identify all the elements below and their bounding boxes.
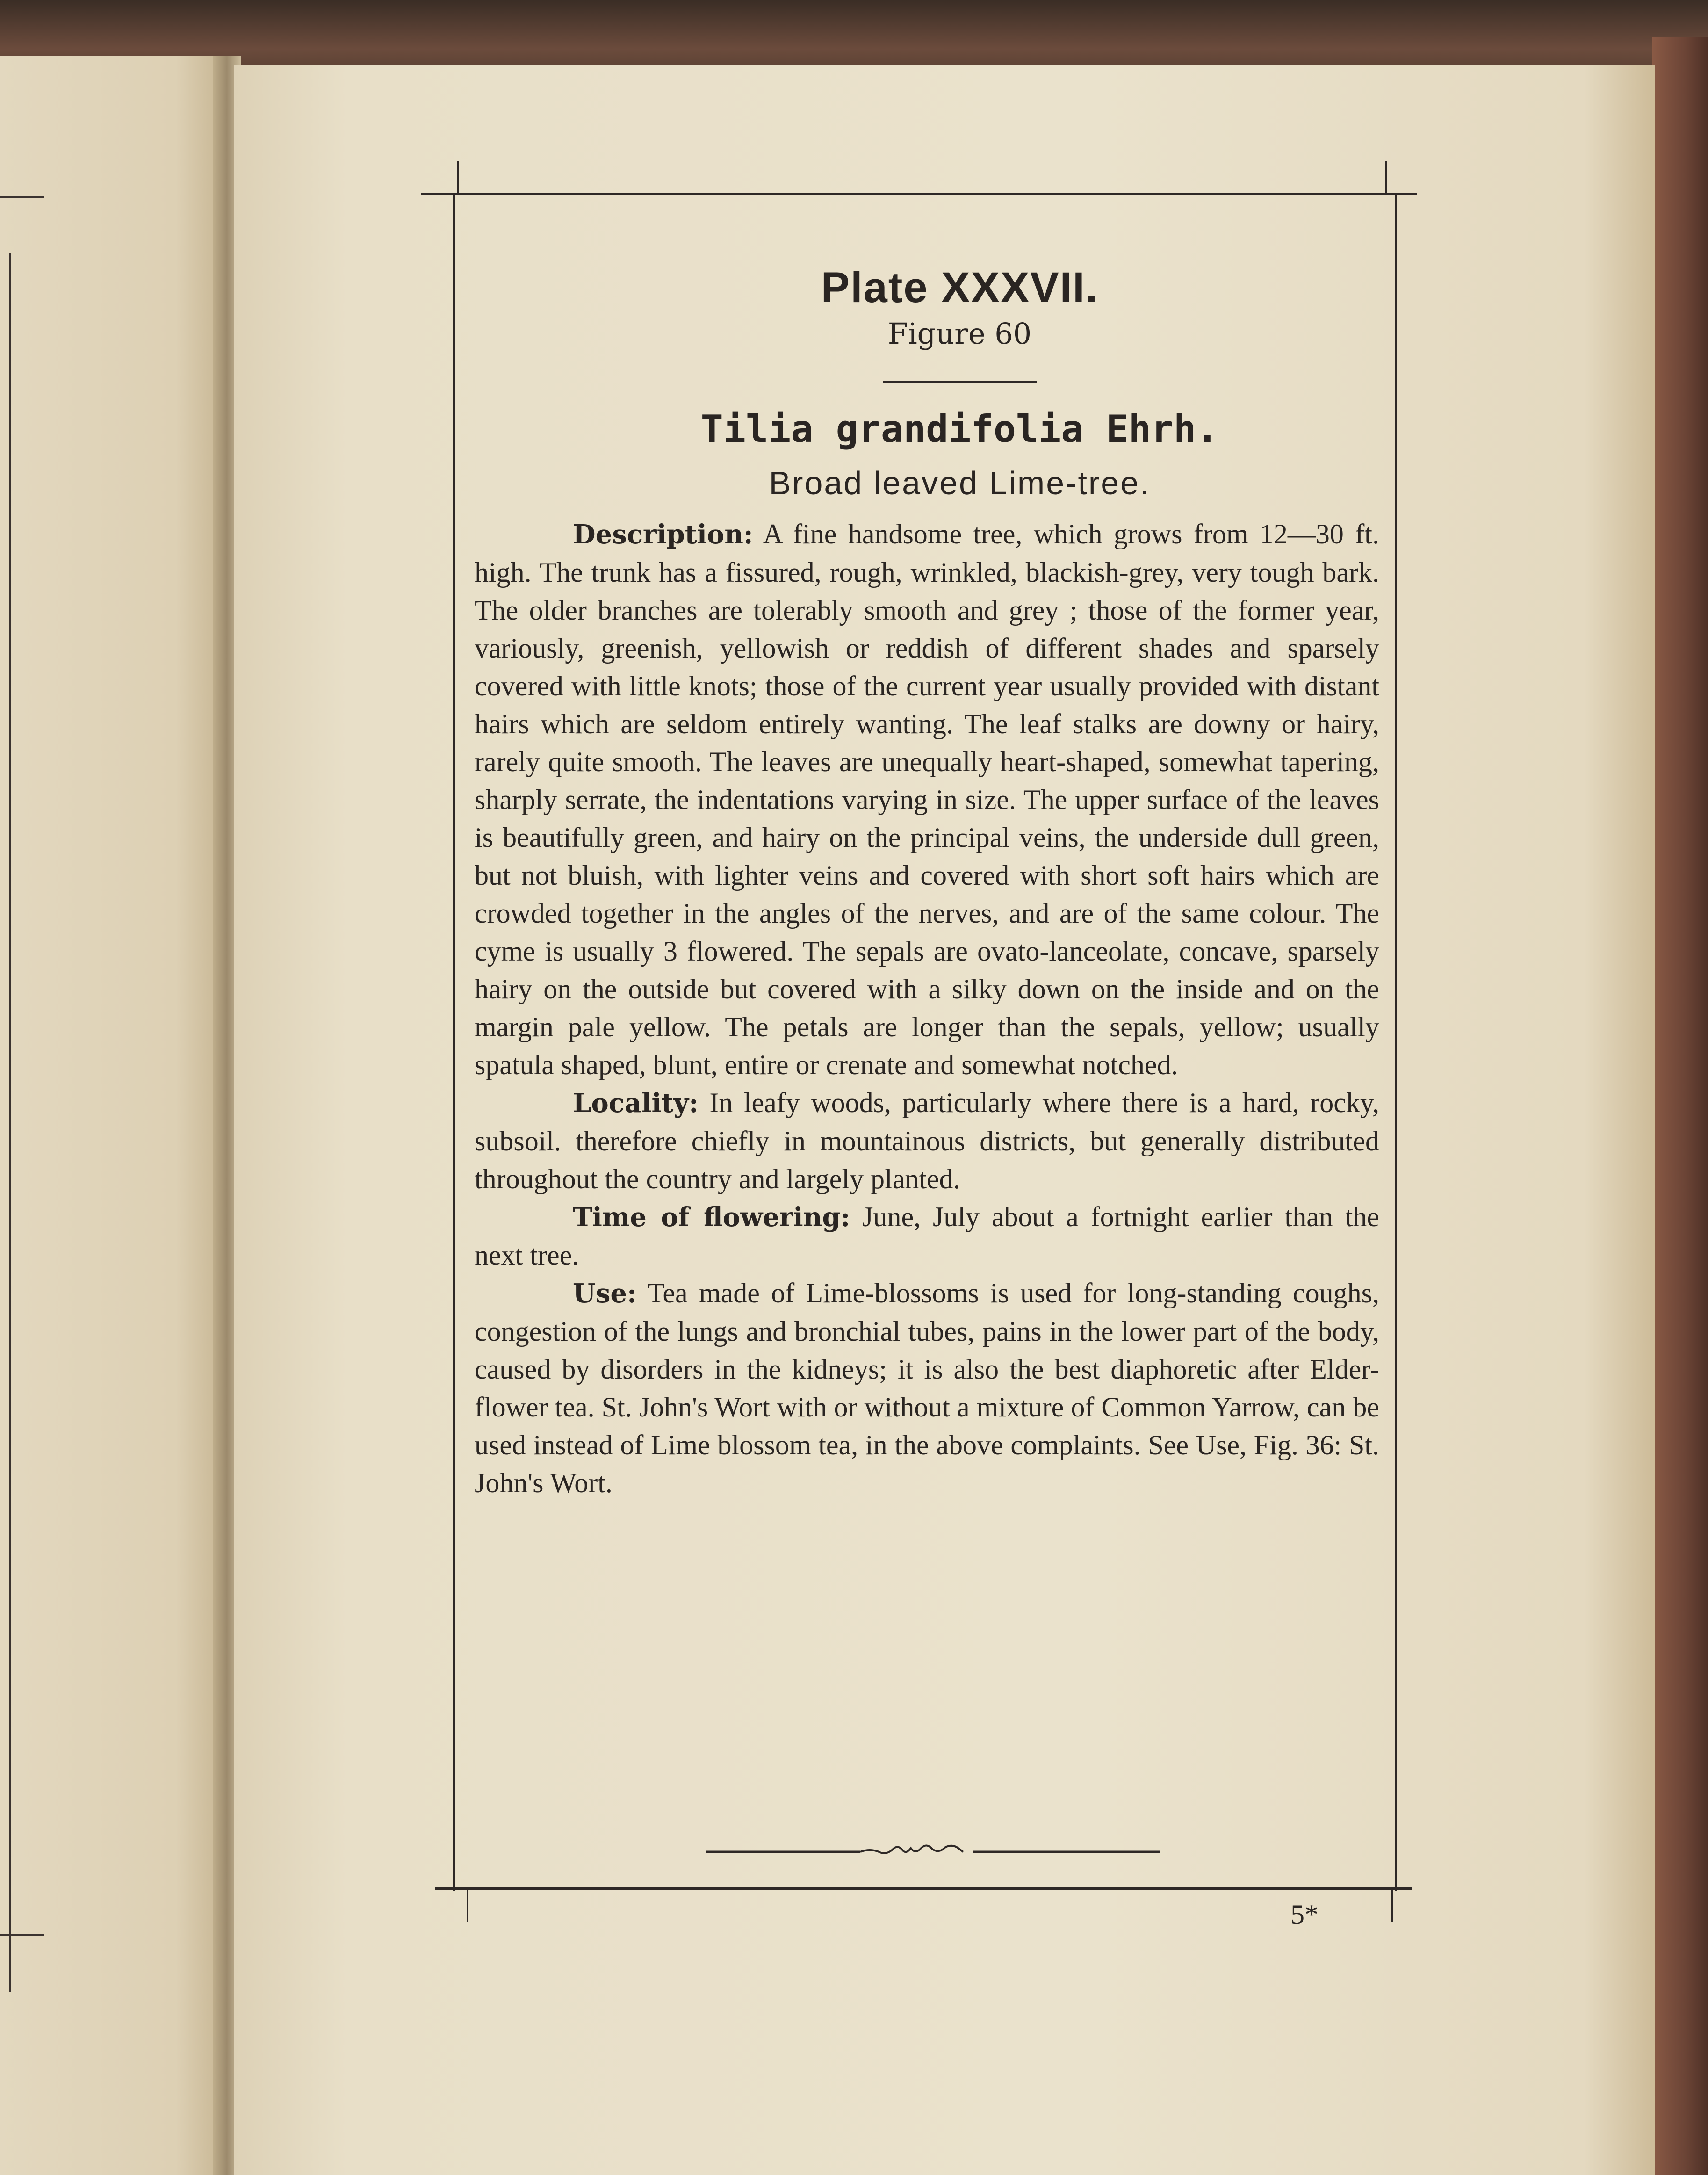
flowering-paragraph	[475, 1198, 1379, 1274]
plate-content	[475, 262, 1379, 1502]
description-text: A fine handsome tree, which grows from 12—30 ft. high. The trunk has a fissured, rough, wrinkled, blackish-grey, very tough bark. The older branches are tolerably smooth and grey ; those of the former year, variously, greenish, yellowish or reddish of different shades and sparsely covered with little knots; those of the current year usually provided with distant hairs which are seldom entirely wanting. The leaf stalks are downy or hairy, rarely quite smooth. The leaves are unequally heart-shaped, somewhat tapering, sharply serrate, the indentations varying in size. The upper surface of the leaves is beautifully green, and hairy on the principal veins, the underside dull green, but not bluish, with lighter veins and covered with short soft hairs which are crowded together in the angles of the nerves, and are of the same colour. The cyme is usually 3 flowered. The sepals are ovato-lanceolate, concave, sparsely hairy on the outside but covered with a silky down on the inside and on the margin pale yellow. The petals are longer than the sepals, yellow; usually spatula shaped, blunt, entire or crenate and somewhat notched.	[475, 519, 1379, 1080]
latin-name: Tilia grandifolia Ehrh.	[700, 407, 1219, 451]
flowering-text: June, July about a fortnight earlier than the next tree.	[475, 1201, 1380, 1271]
left-frame-tick	[0, 196, 44, 198]
description-label: Description:	[573, 519, 753, 550]
figure-label: Figure 60	[887, 317, 1032, 351]
description-paragraph	[475, 515, 1379, 1084]
frame-corner-tick	[1391, 1889, 1393, 1922]
common-name: Broad leaved Lime-tree.	[769, 465, 1151, 501]
plate-title: Plate XXXVII.	[821, 264, 1099, 311]
use-paragraph	[475, 1274, 1379, 1502]
book-cover-edge	[1652, 37, 1708, 2175]
plate-body	[475, 515, 1379, 1502]
flowering-label: Time of flowering:	[573, 1202, 850, 1233]
frame-corner-tick	[467, 1889, 468, 1922]
left-page	[0, 56, 220, 2175]
locality-label: Locality:	[573, 1088, 699, 1119]
frame-bottom-rule	[435, 1887, 1412, 1890]
page-number: 5*	[1290, 1899, 1319, 1930]
frame-corner-tick	[457, 161, 459, 194]
ornament-divider	[706, 1838, 1160, 1866]
locality-text: In leafy woods, particularly where there is a hard, rocky, subsoil. therefore chiefly in mountainous districts, but generally distributed throughout the country and largely planted.	[475, 1087, 1379, 1194]
use-label: Use:	[573, 1278, 637, 1309]
frame-corner-tick	[1385, 161, 1387, 194]
locality-paragraph	[475, 1084, 1379, 1198]
left-frame-tick	[0, 1934, 44, 1936]
book-cover-top	[0, 0, 1708, 70]
title-divider	[883, 381, 1037, 383]
frame-top-rule	[421, 193, 1417, 195]
left-page-frame	[9, 253, 12, 1992]
use-text: Tea made of Lime-blossoms is used for long-standing coughs, congestion of the lungs and bronchial tubes, pains in the lower part of the body, caused by disorders in the kidneys; it is also the best diaphoretic after Elder-flower tea. St. John's Wort with or without a mixture of Common Yarrow, can be used instead of Lime blossom tea, in the above complaints. See Use, Fig. 36: St. John's Wort.	[475, 1278, 1379, 1498]
